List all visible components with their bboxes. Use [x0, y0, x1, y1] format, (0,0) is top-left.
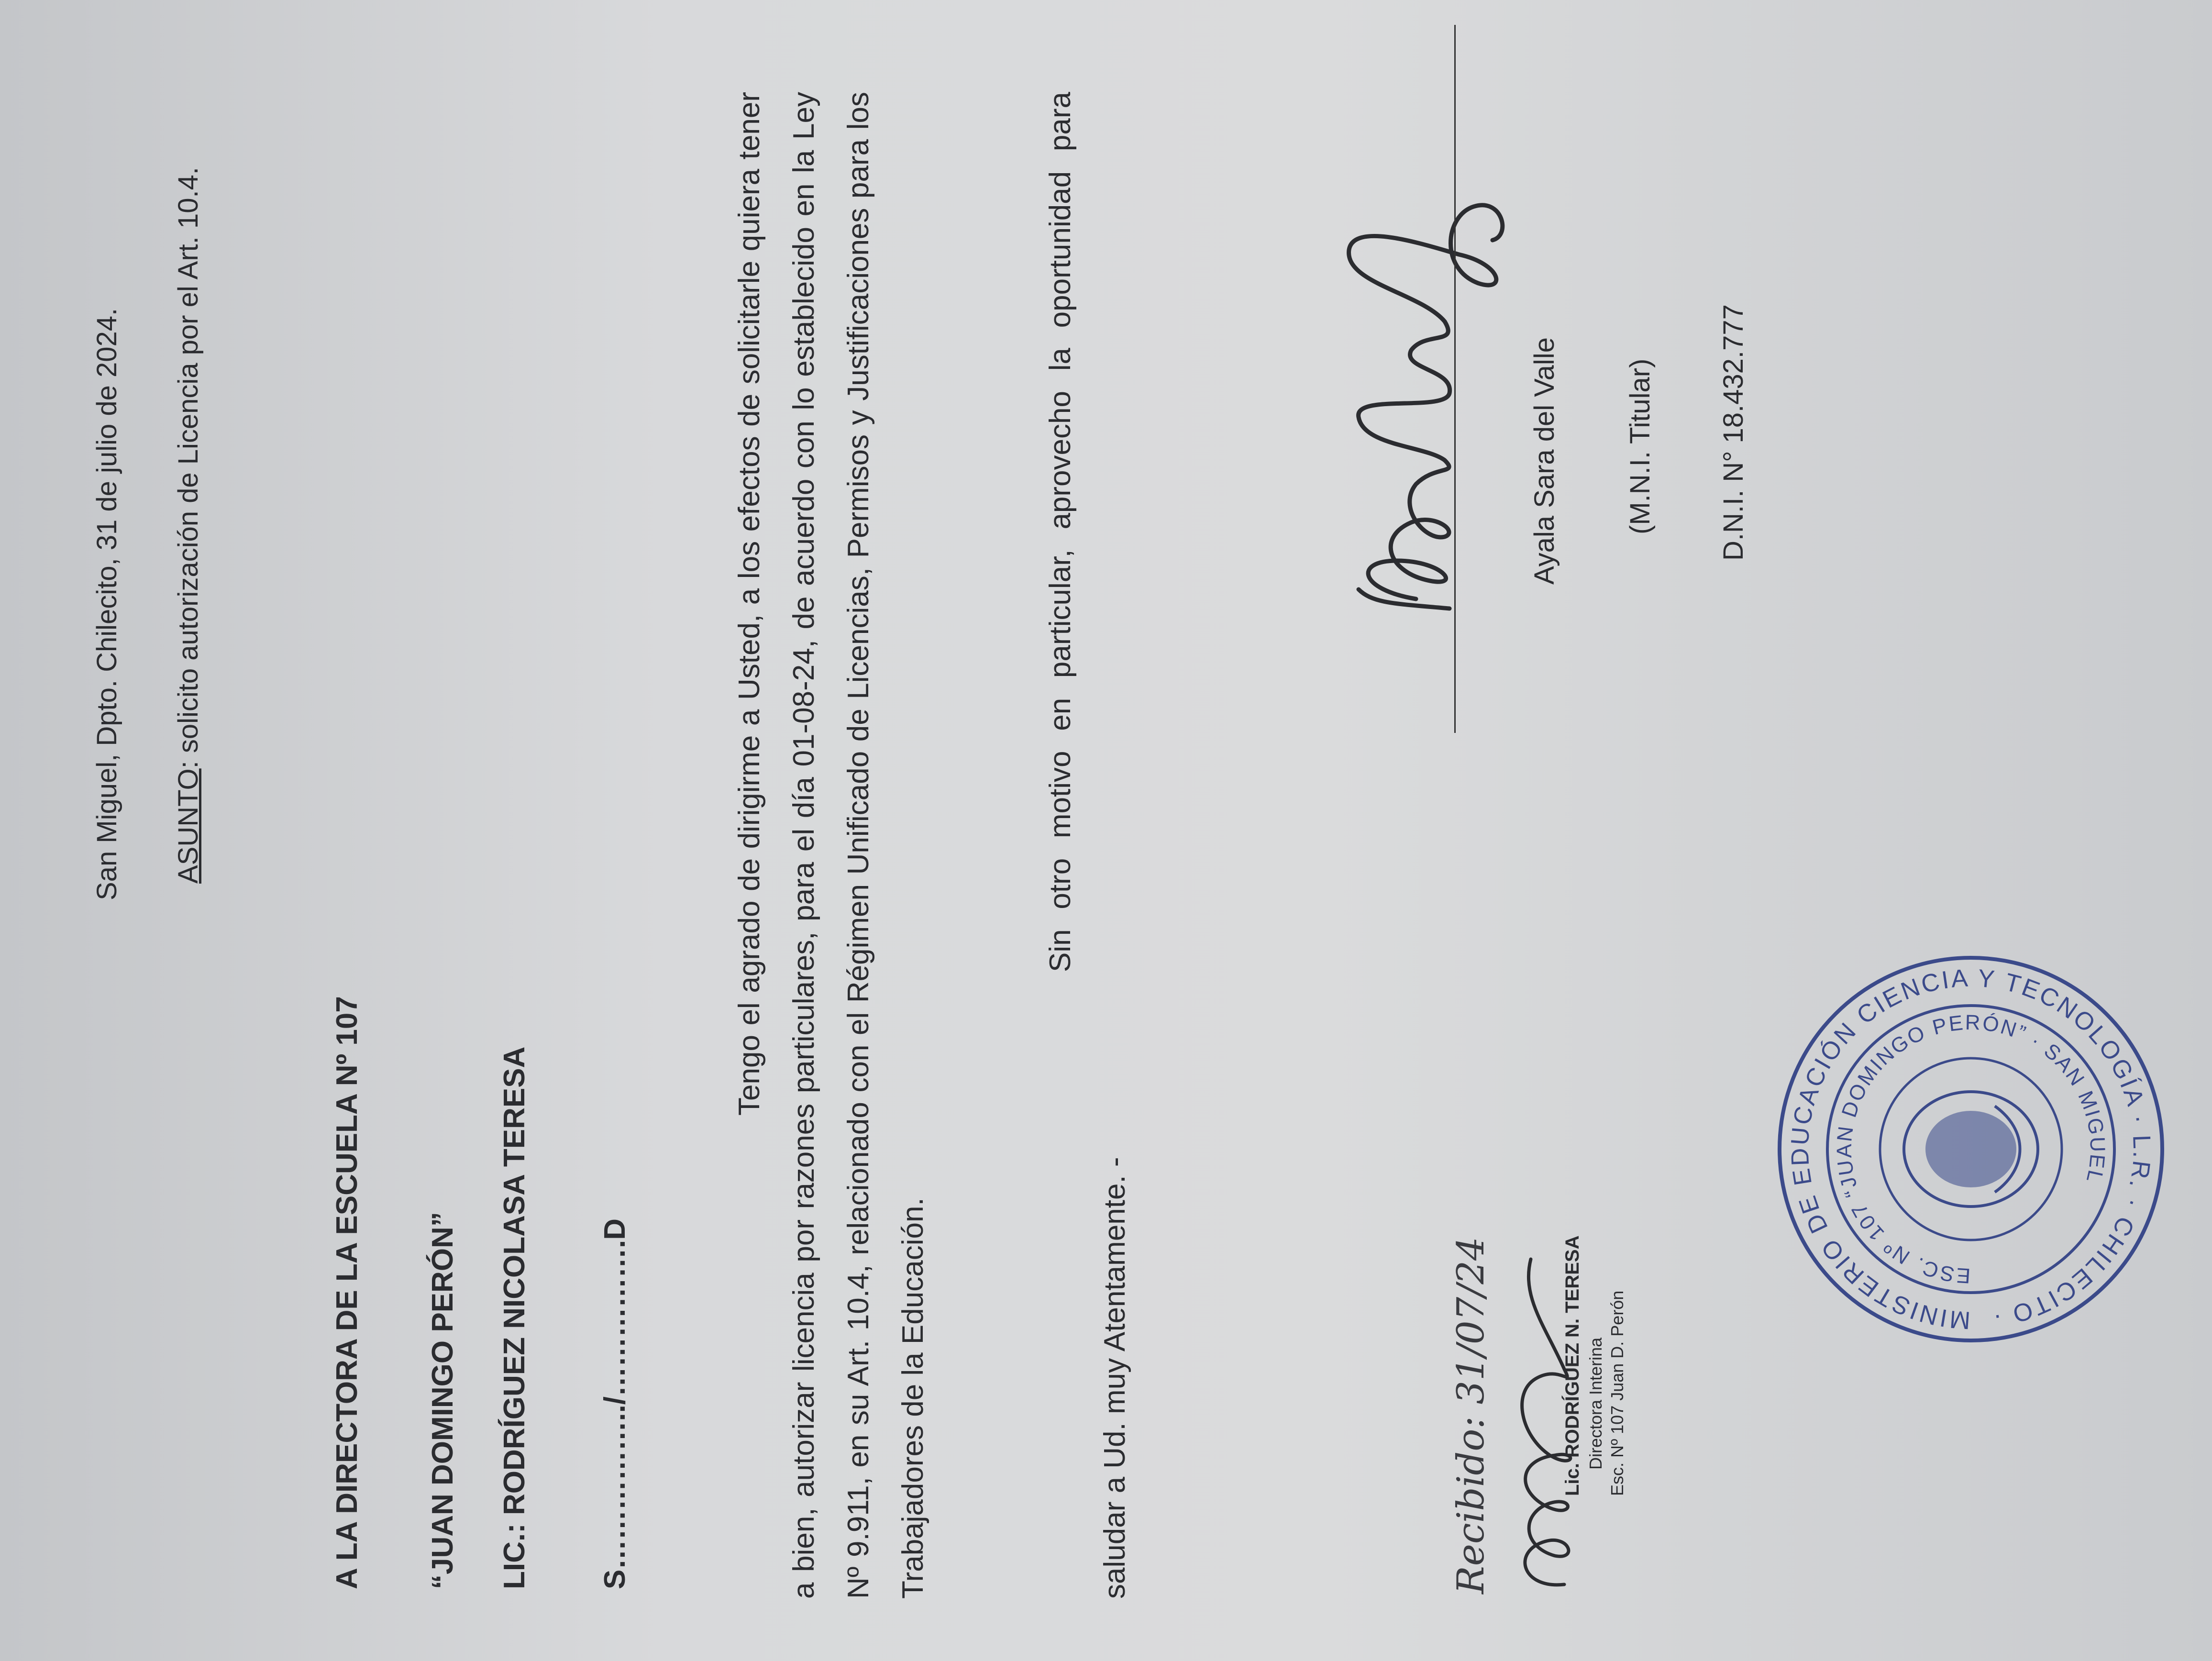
body-paragraph-2: Sin otro motivo en particular, aprovecho la oportunidad para saludar a Ud. muy Atentamente. - [1044, 92, 1131, 1599]
receipt-handwritten-note: Recibido: 31/07/24 [1449, 1237, 1493, 1594]
addressee-line-1: A LA DIRECTORA DE LA ESCUELA Nº 107 [331, 996, 364, 1589]
addressee-line-3: LIC.: RODRÍGUEZ NICOLASA TERESA [498, 1046, 531, 1589]
addressee-line-4: S……………../…………….D [598, 1218, 631, 1589]
signer-signature [1301, 140, 1540, 618]
subject-label: ASUNTO [173, 768, 204, 884]
seal-inner-text: ESC. Nº 107 “JUAN DOMINGO PERÓN” · SAN MIGUEL [1832, 1010, 2110, 1288]
body-paragraph-1: Tengo el agrado de dirigirme a Usted, a los efectos de solicitarle quiera tener a bien, autorizar licencia por razones particulares, para el día 01-08-24, de acuerdo con lo establecido en la Ley Nº 9.911, en su Art. 10.4, relacionado con el Régimen Unificado de Licencias, Permisos y Justificaciones para los Trabajadores de la Educación. [733, 92, 929, 1599]
signer-role: (M.N.I. Titular) [1625, 358, 1656, 534]
subject-text: : solicito autorización de Licencia por el Art. 10.4. [173, 166, 204, 769]
signer-dni: D.N.I. N° 18.432.777 [1718, 304, 1749, 561]
school-seal [1770, 948, 2172, 1350]
signature-line [1454, 25, 1456, 733]
addressee-line-2: “JUAN DOMINGO PERÓN” [426, 1212, 459, 1589]
letter-subject [172, 167, 204, 884]
receipt-stamp-name: Lic. RODRÍGUEZ N. TERESA [1562, 1235, 1583, 1496]
letter-dateline: San Miguel, Dpto. Chilecito, 31 de julio de 2024. [91, 308, 122, 900]
signer-name: Ayala Sara del Valle [1529, 337, 1560, 585]
receipt-stamp-school: Esc. Nº 107 Juan D. Perón [1607, 1290, 1627, 1496]
seal-outer-text: MINISTERIO DE EDUCACIÓN CIENCIA Y TECNOLOGÍA · L.R. · CHILECITO · [1786, 964, 2156, 1334]
receipt-stamp-role: Directora Interina [1586, 1337, 1605, 1470]
